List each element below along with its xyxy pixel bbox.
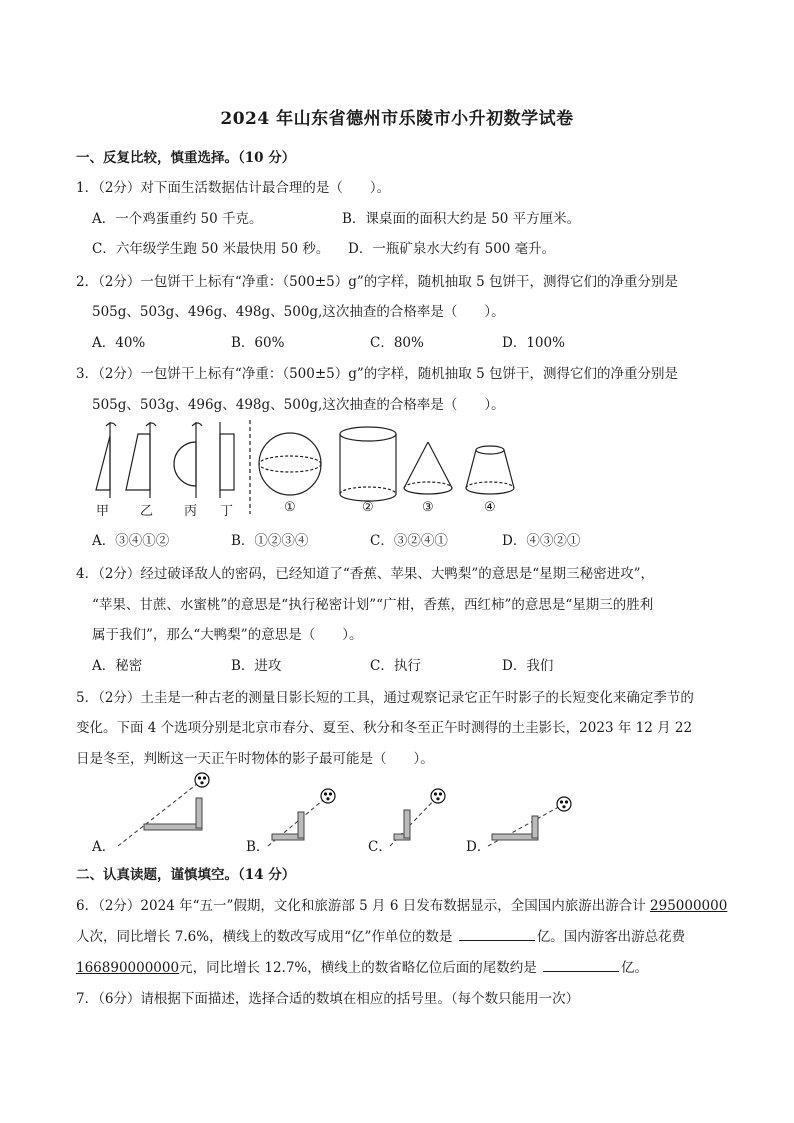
- section-2-heading: 二、认真读题，谨慎填空。（14 分）: [76, 867, 296, 883]
- label-bing: 丙: [184, 504, 198, 519]
- q2-option-d: D．100%: [502, 335, 565, 351]
- q2-option-c: C．80%: [370, 335, 424, 351]
- option-a-gnomon: [118, 773, 209, 846]
- q3-line1: 3．（2分）一包饼干上标有“净重：（500±5）g”的字样，随机抽取 5 包饼干，测得它们的净重分别是: [76, 366, 678, 382]
- label-ding: 丁: [220, 504, 234, 519]
- q5-option-a: A．: [92, 839, 116, 855]
- option-c-gnomon: [390, 789, 445, 846]
- q6-number-visitors: 295000000: [650, 898, 728, 914]
- shape-yi-trapezoid: [126, 422, 156, 498]
- shape-jia-triangle: [96, 422, 116, 498]
- label-solid-2: ②: [362, 500, 374, 515]
- q2-option-a: A．40%: [92, 335, 146, 351]
- q5-option-c: C．: [368, 839, 392, 855]
- q5-line2: 变化。下面 4 个选项分别是北京市春分、夏至、秋分和冬至正午时测得的土圭影长，2023 年 12 月 22: [76, 720, 693, 736]
- q4-line3: 属于我们”，那么“大鸭梨”的意思是（ ）。: [92, 627, 363, 643]
- q7-stem: 7．（6分）请根据下面描述，选择合适的数填在相应的括号里。（每个数只能用一次）: [76, 991, 580, 1007]
- q2-line1: 2．（2分）一包饼干上标有“净重：（500±5）g”的字样，随机抽取 5 包饼干，测得它们的净重分别是: [76, 274, 678, 290]
- solid-1-sphere: [259, 433, 321, 495]
- label-solid-1: ①: [284, 500, 296, 515]
- q2-option-b: B．60%: [231, 335, 285, 351]
- option-b-gnomon: [268, 789, 335, 846]
- q5-option-b: B．: [246, 839, 270, 855]
- shape-bing-semicircle: [174, 422, 202, 498]
- q1-option-c: C．六年级学生跑 50 米最快用 50 秒。: [92, 241, 330, 257]
- q3-rotation-figure: [88, 418, 528, 518]
- q5-line3: 日是冬至，判断这一天正午时物体的影子最可能是（ ）。: [76, 751, 434, 767]
- q3-option-a: A．③④①②: [92, 533, 170, 549]
- q6-line3: [76, 956, 648, 976]
- q6-line2-tail: 亿。国内游客出游总花费: [536, 929, 686, 945]
- q6-answer-blank-1[interactable]: [459, 928, 535, 941]
- q1-stem: 1．（2分）对下面生活数据估计最合理的是（ ）。: [76, 180, 391, 196]
- q4-option-a: A．秘密: [92, 658, 143, 674]
- q4-line1: 4．（2分）经过破译敌人的密码，已经知道了“香蕉、苹果、大鸭梨”的意思是“星期三秘密进攻”，: [76, 566, 655, 582]
- q1-option-d: D．一瓶矿泉水大约有 500 毫升。: [348, 241, 556, 257]
- q6-line2: [76, 925, 685, 945]
- page-title: 2024 年山东省德州市乐陵市小升初数学试卷: [220, 109, 574, 129]
- q6-line3-tail: 亿。: [621, 960, 649, 976]
- q6-line2-text: 人次，同比增长 7.6%，横线上的数改写成用“亿”作单位的数是: [76, 929, 457, 945]
- q3-option-b: B．①②③④: [231, 533, 309, 549]
- q4-option-c: C．执行: [370, 658, 421, 674]
- option-d-gnomon: [488, 797, 571, 846]
- q5-shadow-options: [90, 768, 590, 848]
- label-solid-4: ④: [484, 500, 496, 515]
- solid-4-frustum: [466, 446, 514, 494]
- q5-line1: 5．（2分）土圭是一种古老的测量日影长短的工具，通过观察记录它正午时影子的长短变化来确定季节的: [76, 690, 694, 706]
- q4-option-b: B．进攻: [231, 658, 282, 674]
- shape-ding-rectangle: [220, 422, 234, 498]
- q4-option-d: D．我们: [502, 658, 554, 674]
- q6-line3-text: 元，同比增长 12.7%，横线上的数省略亿位后面的尾数约是: [179, 960, 542, 976]
- q5-option-d: D．: [466, 839, 491, 855]
- q6-number-spending: 166890000000: [76, 960, 180, 976]
- q6-line1: [76, 894, 727, 914]
- q1-option-b: B．课桌面的面积大约是 50 平方厘米。: [342, 211, 581, 227]
- label-yi: 乙: [140, 504, 154, 519]
- q3-option-c: C．③②④①: [370, 533, 448, 549]
- q4-line2: “苹果、甘蔗、水蜜桃”的意思是“执行秘密计划”“广柑，香蕉，西红柿”的意思是“星期三的胜利: [92, 597, 654, 613]
- solid-2-cylinder: [340, 427, 396, 501]
- q1-option-a: A．一个鸡蛋重约 50 千克。: [92, 211, 263, 227]
- q6-answer-blank-2[interactable]: [543, 959, 619, 972]
- q3-option-d: D．④③②①: [502, 533, 581, 549]
- q2-line2: 505g、503g、496g、498g、500g,这次抽查的合格率是（ ）。: [92, 304, 505, 320]
- q6-line1-text: 6．（2分）2024 年“五一”假期，文化和旅游部 5 月 6 日发布数据显示，全国国内旅游出游合计: [76, 898, 651, 914]
- section-1-heading: 一、反复比较，慎重选择。（10 分）: [76, 150, 296, 166]
- q3-line2: 505g、503g、496g、498g、500g,这次抽查的合格率是（ ）。: [92, 397, 505, 413]
- label-solid-3: ③: [422, 500, 434, 515]
- label-jia: 甲: [96, 504, 110, 519]
- solid-3-cone: [404, 442, 452, 494]
